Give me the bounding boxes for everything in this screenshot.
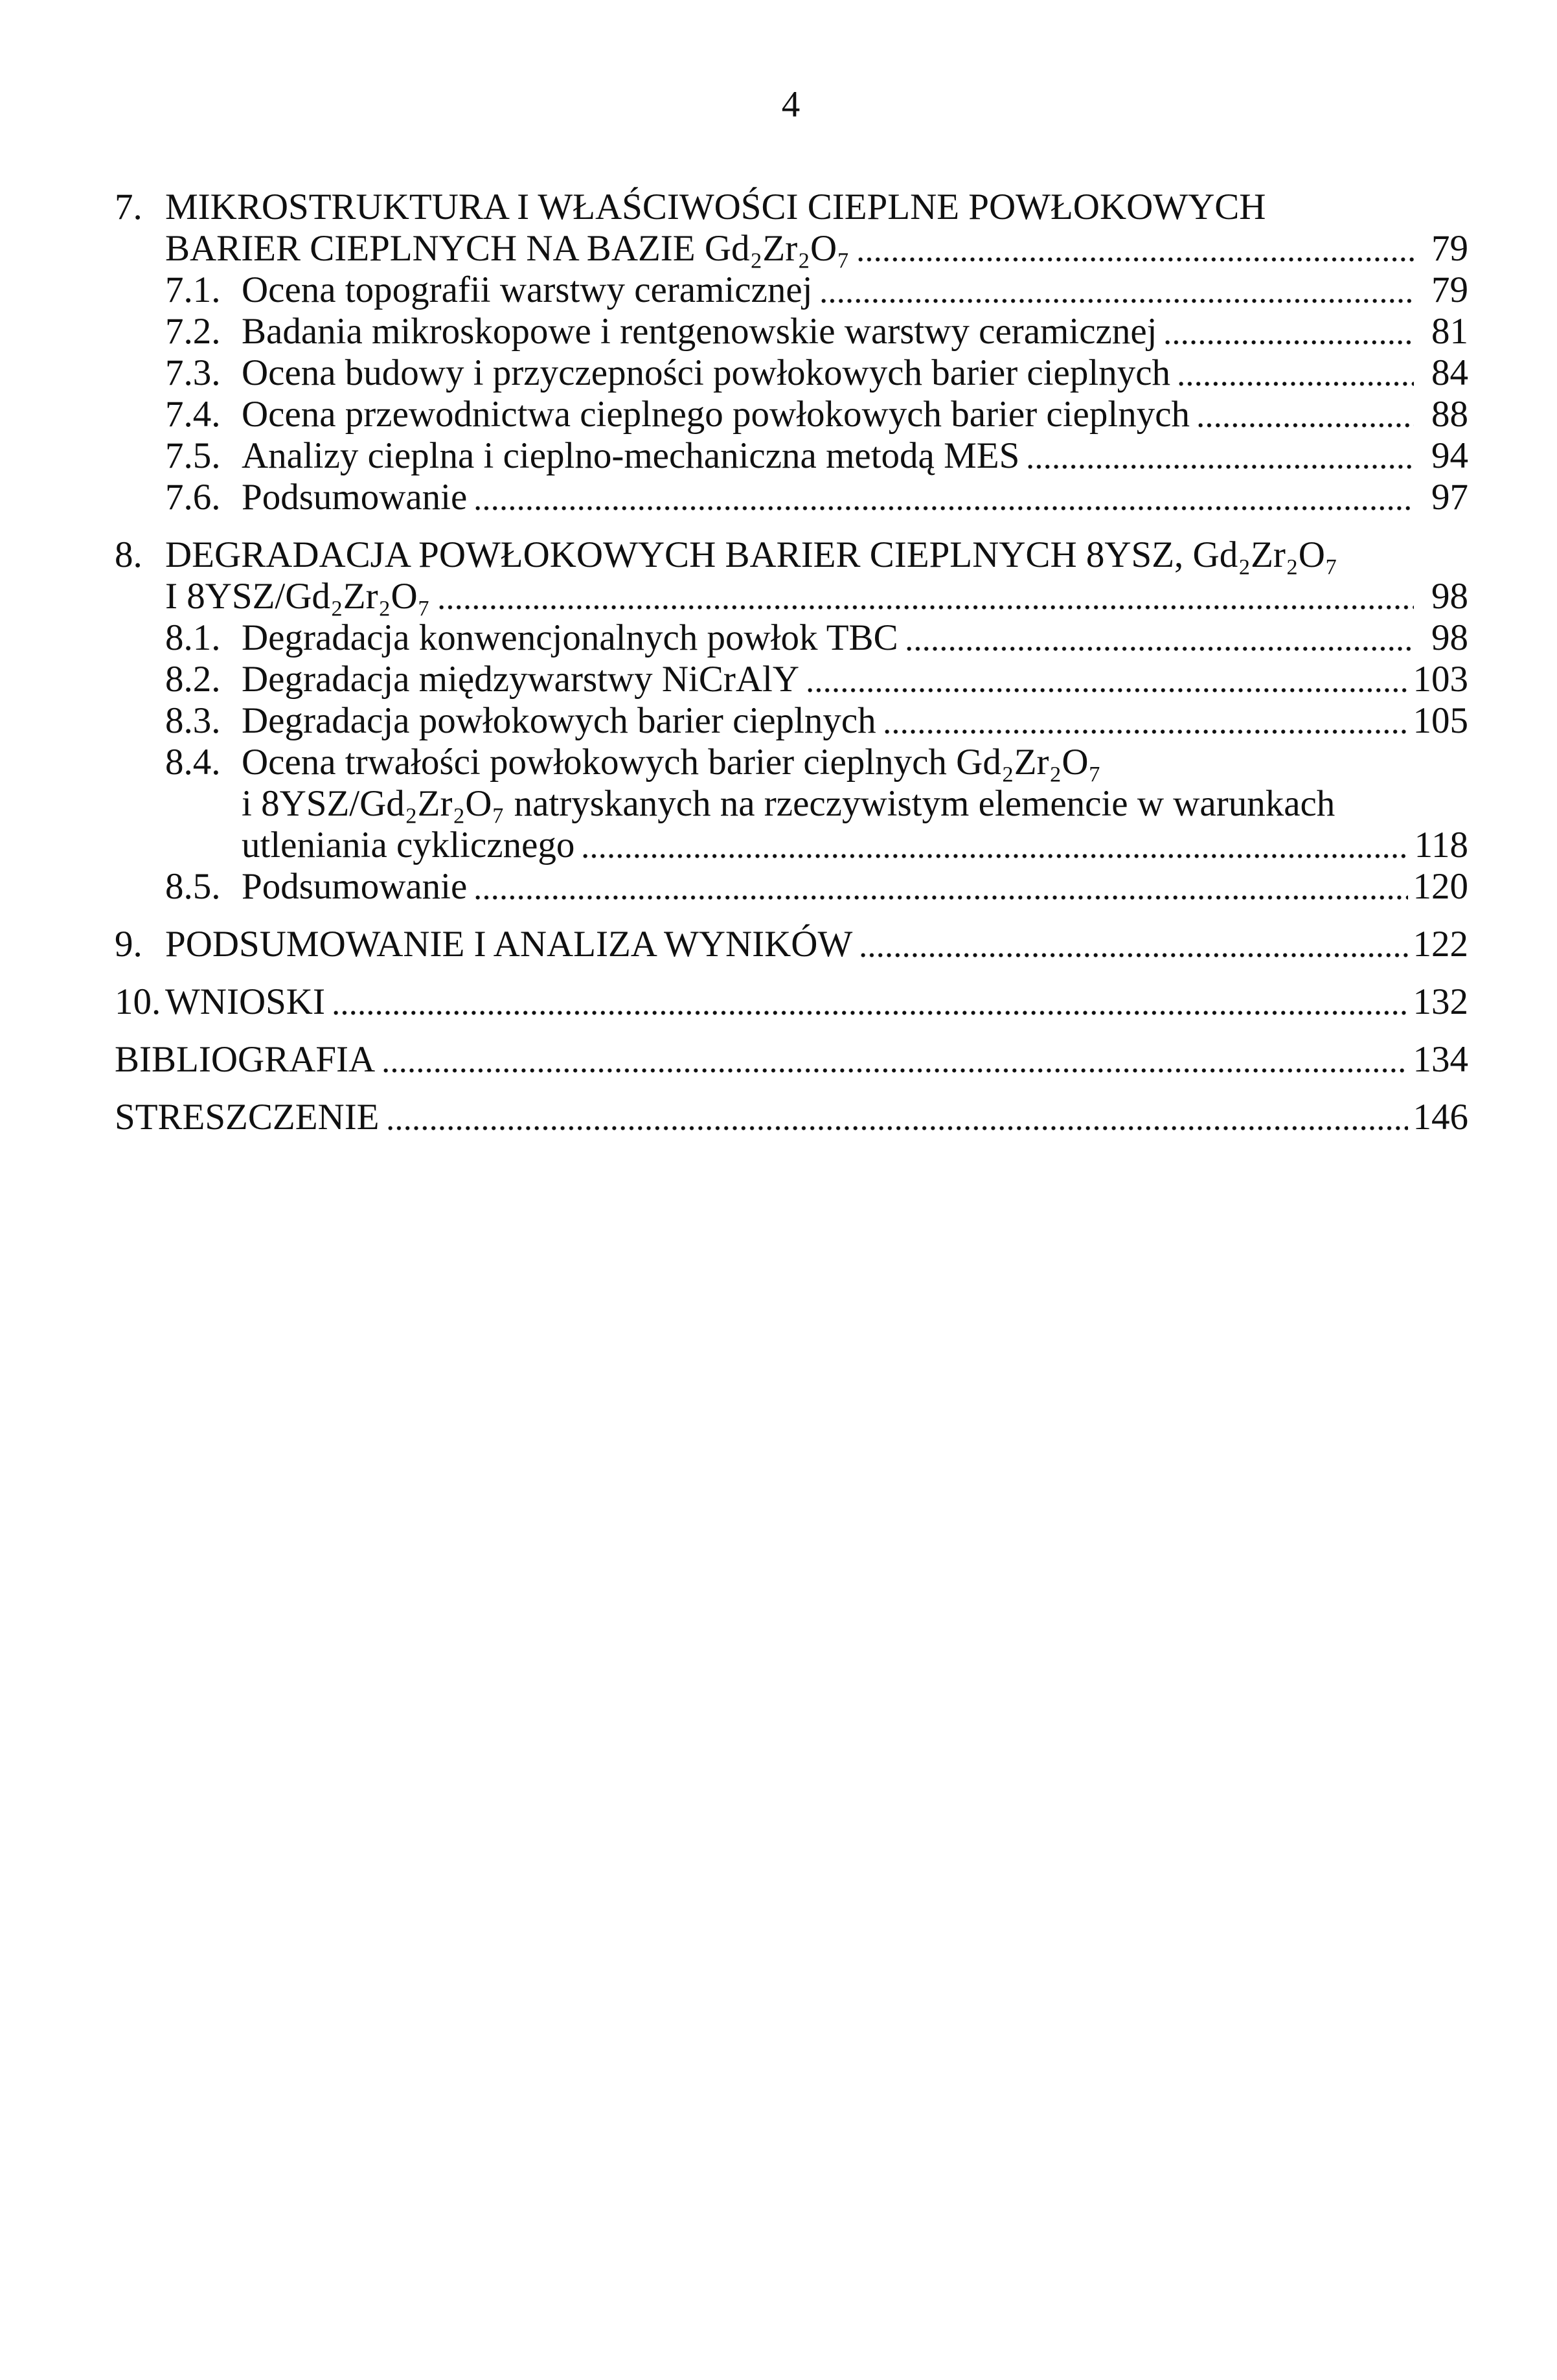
toc-entry-number: 7.4. xyxy=(165,394,221,435)
dot-leader xyxy=(1026,435,1414,477)
toc-entry-title-line: Badania mikroskopowe i rentgenowskie warstwy ceramicznej xyxy=(242,311,1157,352)
toc-entry-title-line: PODSUMOWANIE I ANALIZA WYNIKÓW xyxy=(165,924,853,965)
toc-entry-7-3 xyxy=(165,352,1468,394)
toc-entry-8-5 xyxy=(165,866,1468,908)
toc-entry-page-number: 146 xyxy=(1413,1097,1468,1138)
toc-entry-8-4 xyxy=(165,742,1468,866)
toc-entry-title-line: i 8YSZ/Gd₂Zr₂O₇ natryskanych na rzeczywistym elemencie w warunkach xyxy=(242,783,1335,824)
toc-entry-number: 7.5. xyxy=(165,435,221,476)
toc-entry-page-number: 103 xyxy=(1413,659,1468,700)
toc-entry-7-1 xyxy=(165,269,1468,311)
toc-entry-body xyxy=(115,1097,1468,1138)
toc-entry-number: 8.5. xyxy=(165,866,221,907)
toc-entry-title-line: Ocena budowy i przyczepności powłokowych barier cieplnych xyxy=(242,352,1170,393)
toc-entry-title-line: I 8YSZ/Gd₂Zr₂O₇ xyxy=(165,576,431,617)
toc-entry-title-line: Ocena trwałości powłokowych barier cieplnych Gd₂Zr₂O₇ xyxy=(242,742,1102,783)
toc-entry-7-6 xyxy=(165,477,1468,518)
toc-entry-body xyxy=(242,352,1468,394)
dot-leader xyxy=(905,617,1414,659)
toc-entry-title-line: Ocena topografii warstwy ceramicznej xyxy=(242,269,813,310)
toc-entry-body xyxy=(242,435,1468,477)
toc-entry-bibliografia xyxy=(115,1039,1468,1081)
toc-entry-title-line: BARIER CIEPLNYCH NA BAZIE Gd₂Zr₂O₇ xyxy=(165,228,850,269)
dot-leader xyxy=(473,866,1407,908)
toc-entry-title-line: BIBLIOGRAFIA xyxy=(115,1039,376,1080)
toc-entry-number: 7. xyxy=(115,187,142,227)
toc-entry-page-number: 98 xyxy=(1431,617,1468,658)
toc-entry-7-2 xyxy=(165,311,1468,352)
toc-entry-body xyxy=(242,742,1468,866)
toc-entry-8-1 xyxy=(165,617,1468,659)
toc-entry-body xyxy=(165,187,1468,269)
toc-entry-page-number: 105 xyxy=(1413,700,1468,741)
dot-leader xyxy=(332,981,1408,1023)
dot-leader xyxy=(473,477,1414,518)
toc-entry-body xyxy=(115,1039,1468,1081)
toc-entry-title-line: Analizy cieplna i cieplno-mechaniczna metodą MES xyxy=(242,435,1020,476)
toc-entry-page-number: 84 xyxy=(1431,352,1468,393)
toc-entry-body xyxy=(165,534,1468,617)
toc-entry-title-line: Degradacja konwencjonalnych powłok TBC xyxy=(242,617,898,658)
toc-entry-page-number: 122 xyxy=(1413,924,1468,965)
toc-entry-10 xyxy=(115,981,1468,1023)
dot-leader xyxy=(806,659,1407,700)
toc-entry-7-4 xyxy=(165,394,1468,435)
toc-entry-body xyxy=(242,700,1468,742)
toc-entry-body xyxy=(242,617,1468,659)
toc-entry-title-line: STRESZCZENIE xyxy=(115,1097,380,1138)
toc-entry-page-number: 79 xyxy=(1431,228,1468,269)
dot-leader xyxy=(1163,311,1414,352)
toc-entry-body xyxy=(242,311,1468,352)
toc-entry-streszczenie xyxy=(115,1097,1468,1138)
dot-leader xyxy=(1196,394,1414,435)
toc-entry-body xyxy=(242,269,1468,311)
toc-entry-body xyxy=(165,924,1468,965)
dot-leader xyxy=(1177,352,1414,394)
toc-entry-number: 7.3. xyxy=(165,352,221,393)
dot-leader xyxy=(581,825,1409,866)
toc-entry-page-number: 88 xyxy=(1431,394,1468,435)
toc-entry-number: 8.3. xyxy=(165,700,221,741)
dot-leader xyxy=(856,228,1414,269)
toc-entry-body xyxy=(165,981,1468,1023)
toc-entry-number: 8.2. xyxy=(165,659,221,700)
toc-entry-page-number: 97 xyxy=(1431,477,1468,518)
toc-entry-page-number: 132 xyxy=(1413,981,1468,1022)
toc-entry-page-number: 120 xyxy=(1413,866,1468,907)
toc-entry-title-line: WNIOSKI xyxy=(165,981,325,1022)
toc-entry-number: 8. xyxy=(115,534,142,575)
toc-entry-body xyxy=(242,866,1468,908)
toc-entry-9 xyxy=(115,924,1468,965)
toc-entry-8-2 xyxy=(165,659,1468,700)
toc-entry-title-line: Degradacja międzywarstwy NiCrAlY xyxy=(242,659,800,700)
toc-entry-page-number: 134 xyxy=(1413,1039,1468,1080)
dot-leader xyxy=(386,1097,1408,1138)
toc-entry-body xyxy=(242,477,1468,518)
dot-leader xyxy=(883,700,1408,742)
dot-leader xyxy=(859,924,1407,965)
toc-entry-body xyxy=(242,659,1468,700)
toc-entry-title-line: MIKROSTRUKTURA I WŁAŚCIWOŚCI CIEPLNE POWŁOKOWYCH xyxy=(165,187,1266,227)
toc-entry-8 xyxy=(115,534,1468,617)
toc-entry-number: 10. xyxy=(115,981,161,1022)
toc-entry-title-line: Ocena przewodnictwa cieplnego powłokowych barier cieplnych xyxy=(242,394,1190,435)
toc-entry-8-3 xyxy=(165,700,1468,742)
toc-entry-number: 8.1. xyxy=(165,617,221,658)
toc-entry-page-number: 79 xyxy=(1431,269,1468,310)
toc-entry-body xyxy=(242,394,1468,435)
dot-leader xyxy=(381,1039,1407,1081)
toc-entry-title-line: Degradacja powłokowych barier cieplnych xyxy=(242,700,876,741)
toc-entry-number: 7.1. xyxy=(165,269,221,310)
toc-entry-page-number: 94 xyxy=(1431,435,1468,476)
toc-entry-title-line: utleniania cyklicznego xyxy=(242,825,575,865)
page-number: 4 xyxy=(781,84,801,125)
table-of-contents xyxy=(0,187,1557,1138)
toc-entry-7-5 xyxy=(165,435,1468,477)
toc-entry-number: 7.6. xyxy=(165,477,221,518)
toc-entry-7 xyxy=(115,187,1468,269)
toc-entry-page-number: 81 xyxy=(1431,311,1468,352)
toc-entry-number: 7.2. xyxy=(165,311,221,352)
toc-entry-title-line: DEGRADACJA POWŁOKOWYCH BARIER CIEPLNYCH 8YSZ, Gd₂Zr₂O₇ xyxy=(165,534,1338,575)
toc-entry-title-line: Podsumowanie xyxy=(242,477,468,518)
toc-entry-number: 9. xyxy=(115,924,142,965)
toc-entry-page-number: 118 xyxy=(1414,825,1468,865)
toc-entry-number: 8.4. xyxy=(165,742,221,783)
toc-entry-title-line: Podsumowanie xyxy=(242,866,468,907)
dot-leader xyxy=(819,269,1415,311)
dot-leader xyxy=(437,576,1415,617)
toc-entry-page-number: 98 xyxy=(1431,576,1468,617)
